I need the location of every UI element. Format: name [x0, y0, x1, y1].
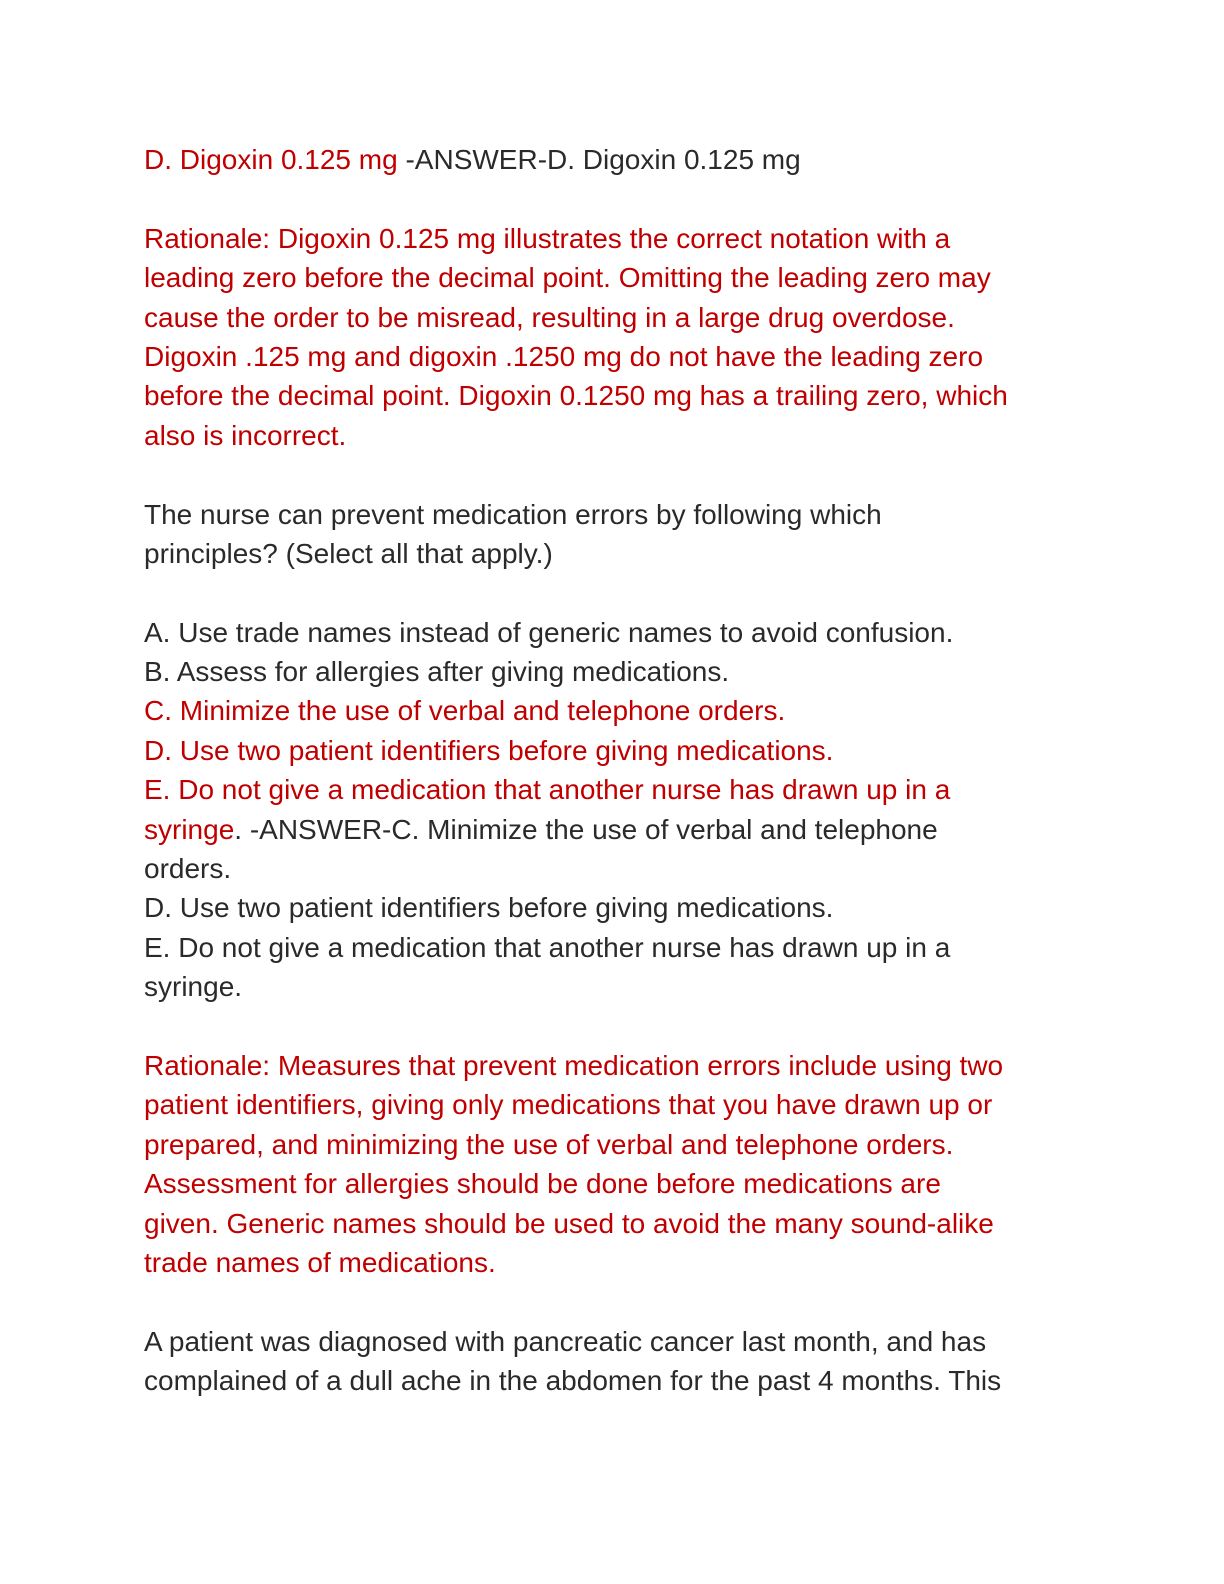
document-page — [144, 140, 1084, 1401]
option-e: E. Do not give a medication that another nurse has drawn up in a — [144, 774, 951, 806]
option-e-continuation — [144, 810, 1084, 849]
q1-answer-line — [144, 140, 1084, 179]
rationale-2-line: Rationale: Measures that prevent medication errors include using two — [144, 1049, 1004, 1081]
option-b: B. Assess for allergies after giving medications. — [144, 656, 730, 688]
spacer — [144, 1282, 1084, 1321]
rationale-2-line: prepared, and minimizing the use of verbal and telephone orders. — [144, 1128, 954, 1160]
rationale-2-line: given. Generic names should be used to avoid the many sound-alike — [144, 1207, 994, 1239]
q2-answer-line: E. Do not give a medication that another nurse has drawn up in a — [144, 931, 951, 963]
question-2-stem — [144, 495, 1084, 574]
q2-answer-line: orders. — [144, 853, 232, 885]
rationale-2-line: trade names of medications. — [144, 1246, 496, 1278]
rationale-2 — [144, 1046, 1084, 1282]
spacer — [144, 573, 1084, 612]
q2-answer-lead: . -ANSWER-C. Minimize the use of verbal and telephone — [234, 813, 938, 845]
rationale-1-line: leading zero before the decimal point. Omitting the leading zero may — [144, 262, 991, 294]
rationale-1-line: Digoxin .125 mg and digoxin .1250 mg do not have the leading zero — [144, 340, 984, 372]
spacer — [144, 455, 1084, 494]
question-2-stem-line: The nurse can prevent medication errors by following which — [144, 498, 882, 530]
question-3-stem-line: A patient was diagnosed with pancreatic cancer last month, and has — [144, 1325, 987, 1357]
rationale-2-line: Assessment for allergies should be done before medications are — [144, 1168, 941, 1200]
rationale-2-line: patient identifiers, giving only medications that you have drawn up or — [144, 1089, 993, 1121]
rationale-1-line: Rationale: Digoxin 0.125 mg illustrates the correct notation with a — [144, 222, 951, 254]
rationale-1-line: before the decimal point. Digoxin 0.1250 mg has a trailing zero, which — [144, 380, 1008, 412]
question-2-stem-line: principles? (Select all that apply.) — [144, 537, 553, 569]
question-3-stem-line: complained of a dull ache in the abdomen for the past 4 months. This — [144, 1365, 1002, 1397]
spacer — [144, 1007, 1084, 1046]
rationale-1 — [144, 219, 1084, 455]
spacer — [144, 179, 1084, 218]
q2-answer-line: D. Use two patient identifiers before giving medications. — [144, 892, 834, 924]
option-d: D. Use two patient identifiers before giving medications. — [144, 734, 834, 766]
question-3-stem — [144, 1322, 1084, 1401]
rationale-1-line: cause the order to be misread, resulting in a large drug overdose. — [144, 301, 955, 333]
option-c: C. Minimize the use of verbal and telephone orders. — [144, 695, 786, 727]
q2-answer-line: syringe. — [144, 971, 243, 1003]
option-a: A. Use trade names instead of generic names to avoid confusion. — [144, 616, 954, 648]
q1-answer-text: -ANSWER-D. Digoxin 0.125 mg — [397, 144, 801, 175]
question-2-options — [144, 613, 1084, 1007]
option-e-continuation-text: syringe — [144, 813, 235, 845]
q1-correct-option: D. Digoxin 0.125 mg — [144, 144, 398, 175]
rationale-1-line: also is incorrect. — [144, 419, 347, 451]
